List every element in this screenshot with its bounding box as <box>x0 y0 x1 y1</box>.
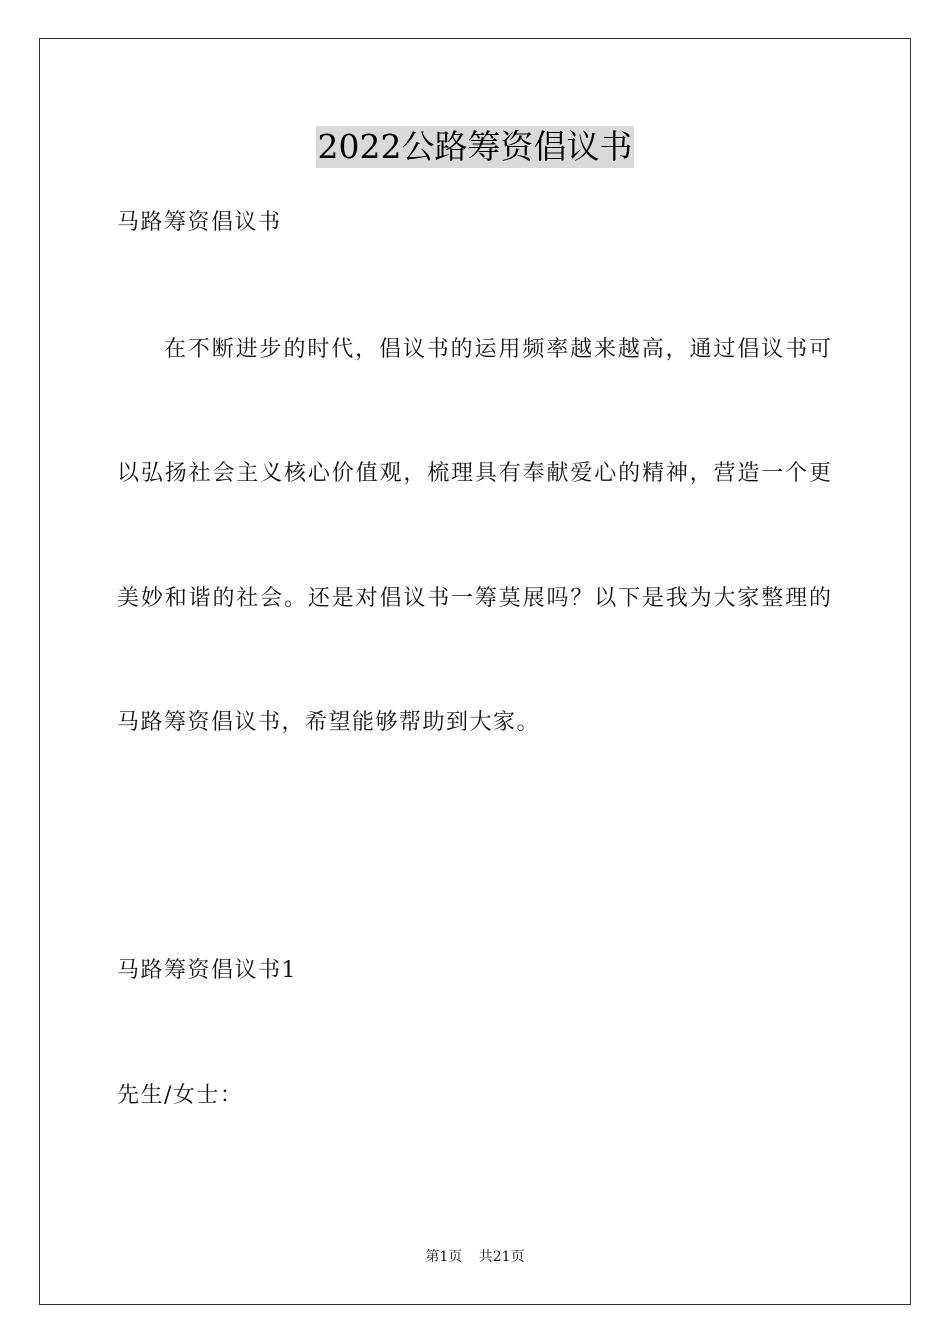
section-heading: 马路筹资倡议书1 <box>117 958 297 983</box>
title-container <box>0 126 950 168</box>
page-number: 第1页 <box>425 1249 463 1265</box>
page-total: 共21页 <box>478 1249 525 1265</box>
intro-line-1: 在不断进步的时代，倡议书的运用频率越来越高，通过倡议书可 <box>164 337 831 362</box>
page-footer <box>0 1248 950 1266</box>
document-title: 2022公路筹资倡议书 <box>317 127 633 166</box>
intro-line-3: 美妙和谐的社会。还是对倡议书一筹莫展吗？以下是我为大家整理的 <box>117 586 831 611</box>
intro-line-4: 马路筹资倡议书，希望能够帮助到大家。 <box>117 710 541 735</box>
intro-line-2: 以弘扬社会主义核心价值观，梳理具有奉献爱心的精神，营造一个更 <box>117 461 831 486</box>
document-subtitle: 马路筹资倡议书 <box>117 210 282 235</box>
salutation: 先生/女士： <box>117 1083 244 1108</box>
